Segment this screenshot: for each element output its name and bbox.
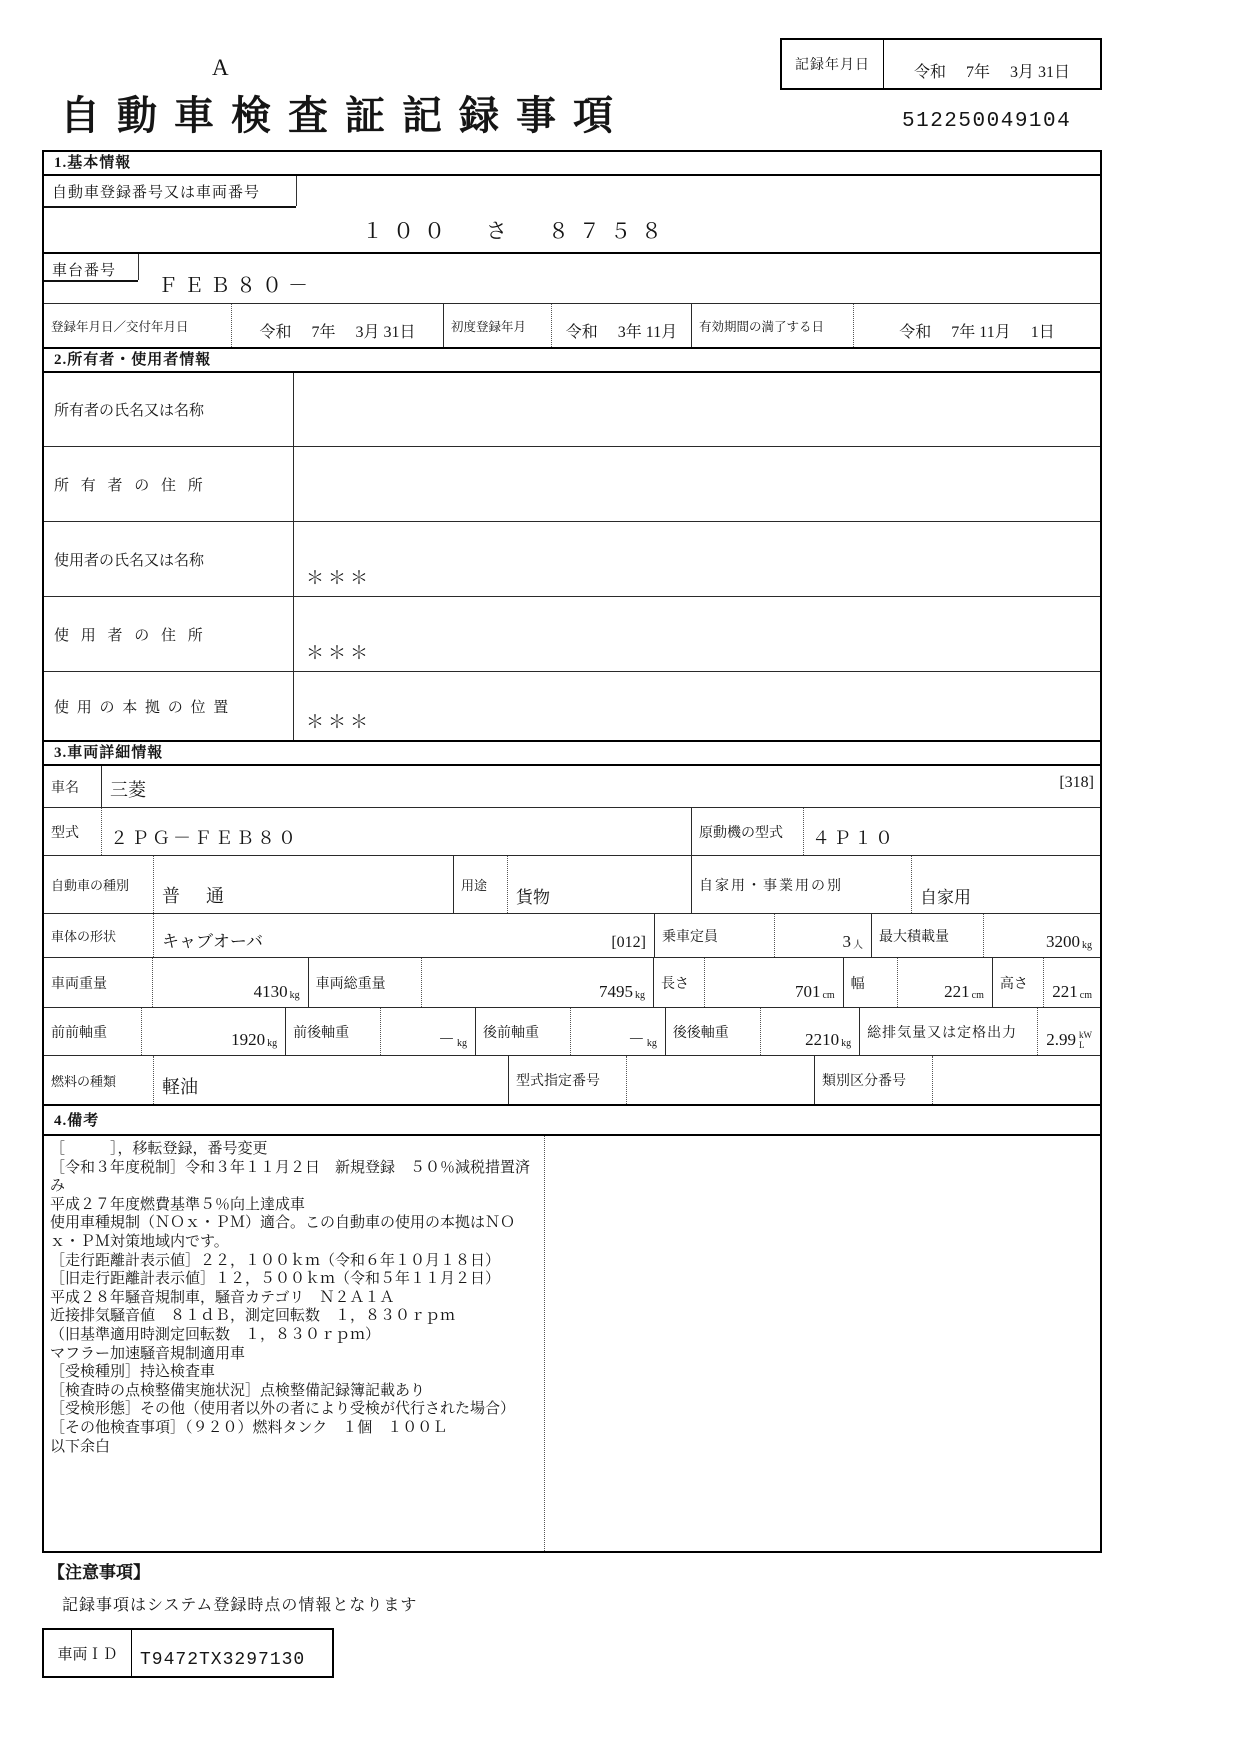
chassis-number-label: 車台番号 xyxy=(52,263,117,279)
remarks-line: ［その他検査事項］（９２０）燃料タンク １個 １００Ｌ xyxy=(50,1419,448,1436)
expiry-date-label: 有効期間の満了する日 xyxy=(692,304,854,347)
divider-line xyxy=(44,206,296,208)
vehicle-weight-label: 車両重量 xyxy=(44,958,153,1007)
notice-heading: 【注意事項】 xyxy=(48,1563,150,1582)
body-shape-label: 車体の形状 xyxy=(44,914,154,957)
capacity-unit: 人 xyxy=(853,940,863,951)
form-table xyxy=(42,150,1102,1553)
max-load-label: 最大積載量 xyxy=(872,914,984,957)
remarks-line: ［令和３年度税制］令和３年１１月２日 新規登録 ５０％減税措置済み xyxy=(50,1159,531,1195)
owner-name-label: 所有者の氏名又は名称 xyxy=(44,373,294,446)
height-label: 高さ xyxy=(993,958,1044,1007)
fuel-type-value: 軽油 xyxy=(154,1056,509,1104)
corner-label: A xyxy=(212,55,229,80)
gross-weight-value-cell xyxy=(422,958,654,1007)
axle-front-front-unit: kg xyxy=(267,1038,278,1049)
axle-front-rear-label: 前後軸重 xyxy=(286,1008,381,1055)
owner-address-value xyxy=(294,447,1100,521)
length-value: 701 xyxy=(794,982,821,1001)
remarks-line: 近接排気騒音値 ８１ｄＢ，測定回転数 １，８３０ｒｐｍ xyxy=(50,1308,456,1325)
body-shape-value: キャブオーバ xyxy=(162,932,263,951)
body-shape-code: [012] xyxy=(611,934,646,951)
document-number: 512250049104 xyxy=(902,110,1072,133)
axle-rear-rear-value: 2210 xyxy=(805,1030,840,1049)
user-name-label: 使用者の氏名又は名称 xyxy=(44,522,294,596)
remarks-line: ［ ］，移転登録，番号変更 xyxy=(50,1141,268,1157)
remarks-line: （旧基準適用時測定回転数 １，８３０ｒｐｍ） xyxy=(50,1326,381,1343)
axle-weight-row xyxy=(44,1008,1100,1056)
gross-weight-label: 車両総重量 xyxy=(309,958,423,1007)
base-location-row xyxy=(44,672,1100,742)
vehicle-id-box xyxy=(42,1628,334,1678)
height-value-cell xyxy=(1044,958,1100,1007)
width-value-cell xyxy=(898,958,993,1007)
remarks-line: ［受検種別］持込検査車 xyxy=(50,1364,216,1381)
reg-number-label: 自動車登録番号又は車両番号 xyxy=(52,185,261,201)
page-title: 自動車検査証記録事項 xyxy=(60,93,630,138)
gross-weight-unit: kg xyxy=(635,990,646,1001)
record-date-value: 令和 7年 3月 31日 xyxy=(913,64,1070,81)
divider-line xyxy=(44,280,138,282)
displacement-value: 2.99 xyxy=(1046,1030,1076,1049)
width-label: 幅 xyxy=(844,958,898,1007)
base-location-label: 使 用 の 本 拠 の 位 置 xyxy=(44,672,294,740)
length-unit: cm xyxy=(822,990,835,1001)
axle-front-rear-value: － xyxy=(437,1030,455,1049)
vehicle-id-value: T9472TX3297130 xyxy=(140,1650,306,1670)
width-unit: cm xyxy=(971,990,984,1001)
displacement-value-cell xyxy=(1038,1008,1100,1055)
class-number-label: 類別区分番号 xyxy=(815,1056,933,1104)
record-date-label: 記録年月日 xyxy=(782,40,884,88)
user-address-label: 使 用 者 の 住 所 xyxy=(44,597,294,671)
registration-date-label: 登録年月日／交付年月日 xyxy=(44,304,232,347)
reg-number-value: １００ さ ８７５８ xyxy=(362,219,672,243)
weight-row xyxy=(44,958,1100,1008)
divider-line xyxy=(138,254,139,280)
remarks-line: 平成２８年騒音規制車，騒音カテゴリ Ｎ２Ａ１Ａ xyxy=(50,1289,395,1306)
axle-rear-front-label: 後前軸重 xyxy=(476,1008,571,1055)
capacity-label: 乗車定員 xyxy=(655,914,775,957)
user-name-row xyxy=(44,522,1100,597)
car-name-row xyxy=(44,766,1100,808)
owner-address-row xyxy=(44,447,1100,522)
displacement-unit-kw: kW xyxy=(1079,1030,1092,1041)
axle-rear-front-value: － xyxy=(627,1030,645,1049)
axle-front-rear-value-cell xyxy=(381,1008,476,1055)
user-name-value: ＊＊＊ xyxy=(306,568,372,588)
car-name-value-cell xyxy=(102,766,1100,807)
vehicle-weight-value: 4130 xyxy=(253,982,288,1001)
body-shape-value-cell xyxy=(154,914,655,957)
capacity-value-cell xyxy=(775,914,872,957)
fuel-row xyxy=(44,1056,1100,1106)
record-date-box xyxy=(780,38,1102,90)
axle-rear-rear-label: 後後軸重 xyxy=(666,1008,761,1055)
height-value: 221 xyxy=(1052,982,1078,1001)
fuel-type-label: 燃料の種類 xyxy=(44,1056,154,1104)
notice-text: 記録事項はシステム登録時点の情報となります xyxy=(62,1597,418,1614)
engine-model-label: 原動機の型式 xyxy=(692,808,804,855)
axle-front-front-value: 1920 xyxy=(231,1030,266,1049)
category-row xyxy=(44,856,1100,914)
user-address-value: ＊＊＊ xyxy=(306,643,372,663)
chassis-number-row xyxy=(44,254,1100,304)
gross-weight-value: 7495 xyxy=(599,982,634,1001)
width-value: 221 xyxy=(944,982,970,1001)
body-shape-row xyxy=(44,914,1100,958)
ownership-type-value: 自家用 xyxy=(920,888,971,907)
vehicle-weight-value-cell xyxy=(153,958,309,1007)
ownership-type-label: 自家用・事業用の別 xyxy=(692,856,912,913)
dates-row xyxy=(44,304,1100,349)
engine-model-value: ４Ｐ１０ xyxy=(812,828,896,848)
remarks-line: ［検査時の点検整備実施状況］点検整備記録簿記載あり xyxy=(50,1382,426,1399)
section-heading-vehicle: 3.車両詳細情報 xyxy=(44,742,1100,766)
axle-front-front-label: 前前軸重 xyxy=(44,1008,142,1055)
axle-rear-front-unit: kg xyxy=(646,1038,657,1049)
car-name-code: [318] xyxy=(1059,774,1094,791)
chassis-number-value: ＦＥＢ８０－ xyxy=(158,275,314,297)
remarks-line: 以下余白 xyxy=(50,1438,111,1455)
model-row xyxy=(44,808,1100,856)
axle-front-front-value-cell xyxy=(142,1008,286,1055)
first-registration-value: 令和 3年 11月 xyxy=(552,304,692,347)
model-label: 型式 xyxy=(44,808,102,855)
displacement-unit-l: L xyxy=(1079,1039,1085,1050)
type-designation-value xyxy=(627,1056,815,1104)
model-value: ２ＰＧ－ＦＥＢ８０ xyxy=(102,808,692,855)
owner-address-label: 所 有 者 の 住 所 xyxy=(44,447,294,521)
remarks-box xyxy=(44,1136,1100,1551)
max-load-value: 3200 xyxy=(1046,932,1080,951)
capacity-value: 3 xyxy=(842,932,851,951)
height-unit: cm xyxy=(1079,990,1092,1001)
use-value: 貨物 xyxy=(508,856,692,913)
user-address-row xyxy=(44,597,1100,672)
remarks-line: ［受検形態］その他（使用者以外の者により受検が代行された場合） xyxy=(50,1401,516,1418)
section-heading-owner: 2.所有者・使用者情報 xyxy=(44,349,1100,373)
axle-rear-rear-value-cell xyxy=(761,1008,860,1055)
use-label: 用途 xyxy=(454,856,508,913)
owner-name-row xyxy=(44,373,1100,447)
vehicle-id-label: 車両ＩＤ xyxy=(44,1630,132,1676)
displacement-unit xyxy=(1079,1031,1092,1050)
length-label: 長さ xyxy=(654,958,705,1007)
registration-date-value: 令和 7年 3月 31日 xyxy=(232,304,444,347)
class-number-value xyxy=(933,1056,1100,1104)
remarks-line: マフラー加速騒音規制適用車 xyxy=(50,1345,246,1362)
category-label: 自動車の種別 xyxy=(44,856,154,913)
category-value: 普 通 xyxy=(154,856,454,913)
car-name-label: 車名 xyxy=(44,766,102,807)
expiry-date-value: 令和 7年 11月 1日 xyxy=(899,324,1055,341)
remarks-line: ［旧走行距離計表示値］１２，５００ｋｍ（令和５年１１月２日） xyxy=(50,1271,501,1288)
remarks-line: ［走行距離計表示値］２２，１００ｋｍ（令和６年１０月１８日） xyxy=(50,1252,501,1269)
owner-name-value xyxy=(294,373,1100,446)
first-registration-label: 初度登録年月 xyxy=(444,304,552,347)
axle-rear-front-value-cell xyxy=(571,1008,666,1055)
displacement-label: 総排気量又は定格出力 xyxy=(860,1008,1038,1055)
vehicle-weight-unit: kg xyxy=(289,990,300,1001)
axle-rear-rear-unit: kg xyxy=(841,1038,852,1049)
divider-line xyxy=(296,176,297,206)
max-load-value-cell xyxy=(984,914,1100,957)
remarks-line: 使用車種規制（ＮＯｘ・ＰＭ）適合。この自動車の使用の本拠はＮＯｘ・ＰＭ対策地域内です。 xyxy=(50,1215,516,1250)
max-load-unit: kg xyxy=(1082,940,1092,951)
length-value-cell xyxy=(705,958,843,1007)
base-location-value: ＊＊＊ xyxy=(306,712,372,732)
remarks-line: 平成２７年度燃費基準５％向上達成車 xyxy=(50,1196,306,1213)
type-designation-label: 型式指定番号 xyxy=(509,1056,627,1104)
axle-front-rear-unit: kg xyxy=(456,1038,467,1049)
section-heading-remarks: 4.備考 xyxy=(44,1106,1100,1136)
remarks-text xyxy=(50,1140,538,1456)
reg-number-row xyxy=(44,176,1100,254)
section-heading-basic: 1.基本情報 xyxy=(44,152,1100,176)
divider-line xyxy=(544,1136,545,1551)
car-name-value: 三菱 xyxy=(110,780,146,800)
